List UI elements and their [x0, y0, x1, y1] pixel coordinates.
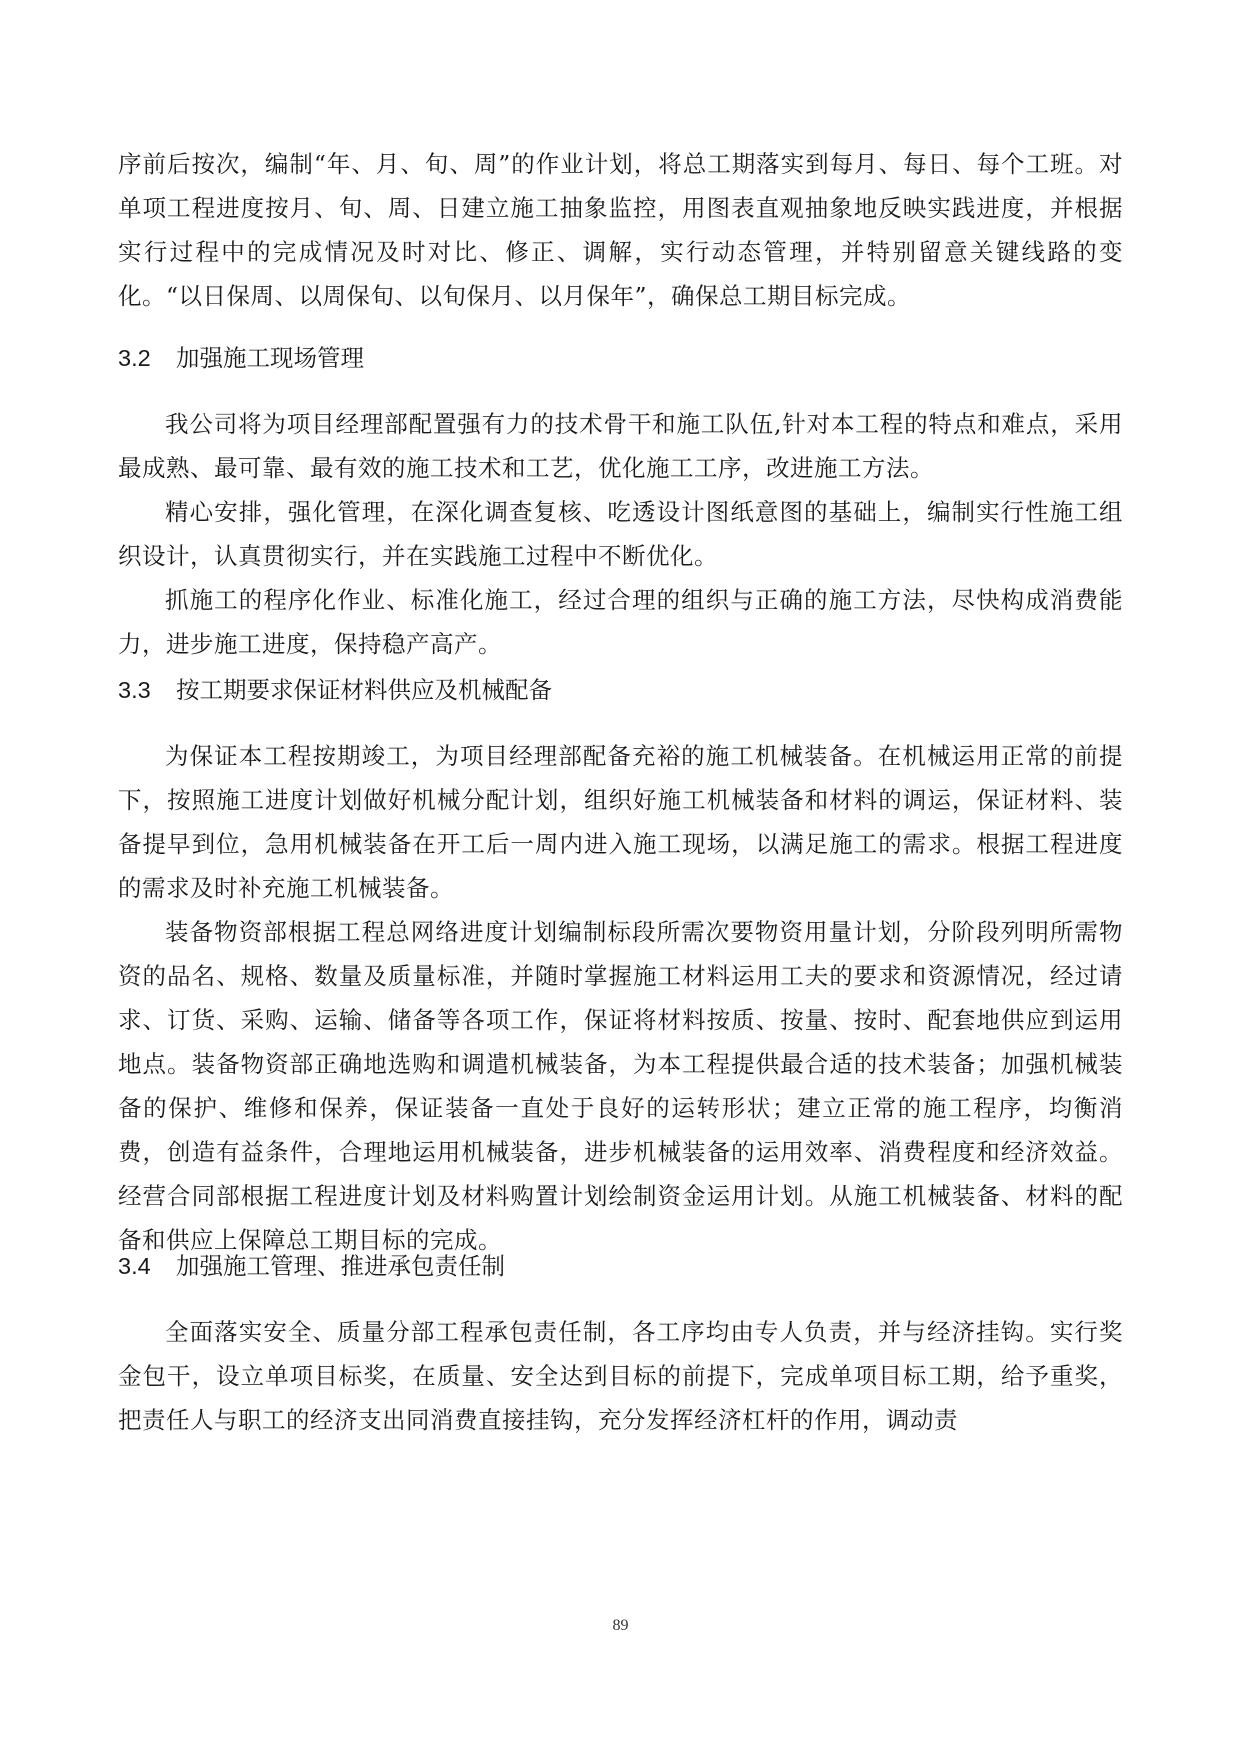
paragraph: 精心安排，强化管理，在深化调查复核、吃透设计图纸意图的基础上，编制实行性施工组织设计，认真贯彻实行，并在实践施工过程中不断优化。: [118, 498, 1123, 570]
paragraph: 装备物资部根据工程总网络进度计划编制标段所需次要物资用量计划，分阶段列明所需物资的品名、规格、数量及质量标准，并随时掌握施工材料运用工夫的要求和资源情况，经过请求、订货、采购、运输、储备等各项工作，保证将材料按质、按量、按时、配套地供应到运用地点。装备物资部正确地选购和调遣机械装备，为本工程提供最合适的技术装备；加强机械装备的保护、维修和保养，保证装备一直处于良好的运转形状；建立正常的施工程序，均衡消费，创造有益条件，合理地运用机械装备，进步机械装备的运用效率、消费程度和经济效益。经营合同部根据工程进度计划及材料购置计划绘制资金运用计划。从施工机械装备、材料的配备和供应上保障总工期目标的完成。: [118, 918, 1123, 1254]
section-title: 加强施工管理、推进承包责任制: [176, 1252, 505, 1280]
section-body-3-4: [118, 1310, 1123, 1442]
section-number: 3.3: [118, 677, 151, 703]
section-body-3-2: [118, 402, 1123, 666]
section-number: 3.2: [118, 345, 151, 371]
section-heading-3-3: [118, 668, 552, 712]
paragraph-continued: [118, 142, 1123, 318]
paragraph: 序前后按次，编制“年、月、旬、周”的作业计划，将总工期落实到每月、每日、每个工班。对单项工程进度按月、旬、周、日建立施工抽象监控，用图表直观抽象地反映实践进度，并根据实行过程中的完成情况及时对比、修正、调解，实行动态管理，并特别留意关键线路的变化。“以日保周、以周保旬、以旬保月、以月保年”，确保总工期目标完成。: [118, 150, 1123, 310]
paragraph: 为保证本工程按期竣工，为项目经理部配备充裕的施工机械装备。在机械运用正常的前提下，按照施工进度计划做好机械分配计划，组织好施工机械装备和材料的调运，保证材料、装备提早到位，急用机械装备在开工后一周内进入施工现场，以满足施工的需求。根据工程进度的需求及时补充施工机械装备。: [118, 742, 1123, 902]
section-body-3-3: [118, 734, 1123, 1262]
page-number: 89: [612, 1617, 629, 1634]
section-title: 加强施工现场管理: [176, 344, 364, 372]
section-heading-3-2: [118, 336, 364, 380]
section-heading-3-4: [118, 1244, 505, 1288]
section-number: 3.4: [118, 1253, 151, 1279]
paragraph: 我公司将为项目经理部配置强有力的技术骨干和施工队伍,针对本工程的特点和难点，采用最成熟、最可靠、最有效的施工技术和工艺，优化施工工序，改进施工方法。: [118, 410, 1123, 482]
paragraph: 抓施工的程序化作业、标准化施工，经过合理的组织与正确的施工方法，尽快构成消费能力，进步施工进度，保持稳产高产。: [118, 586, 1123, 658]
paragraph: 全面落实安全、质量分部工程承包责任制，各工序均由专人负责，并与经济挂钩。实行奖金包干，设立单项目标奖，在质量、安全达到目标的前提下，完成单项目标工期，给予重奖，把责任人与职工的经济支出同消费直接挂钩，充分发挥经济杠杆的作用，调动责: [118, 1318, 1123, 1434]
section-title: 按工期要求保证材料供应及机械配备: [176, 676, 552, 704]
